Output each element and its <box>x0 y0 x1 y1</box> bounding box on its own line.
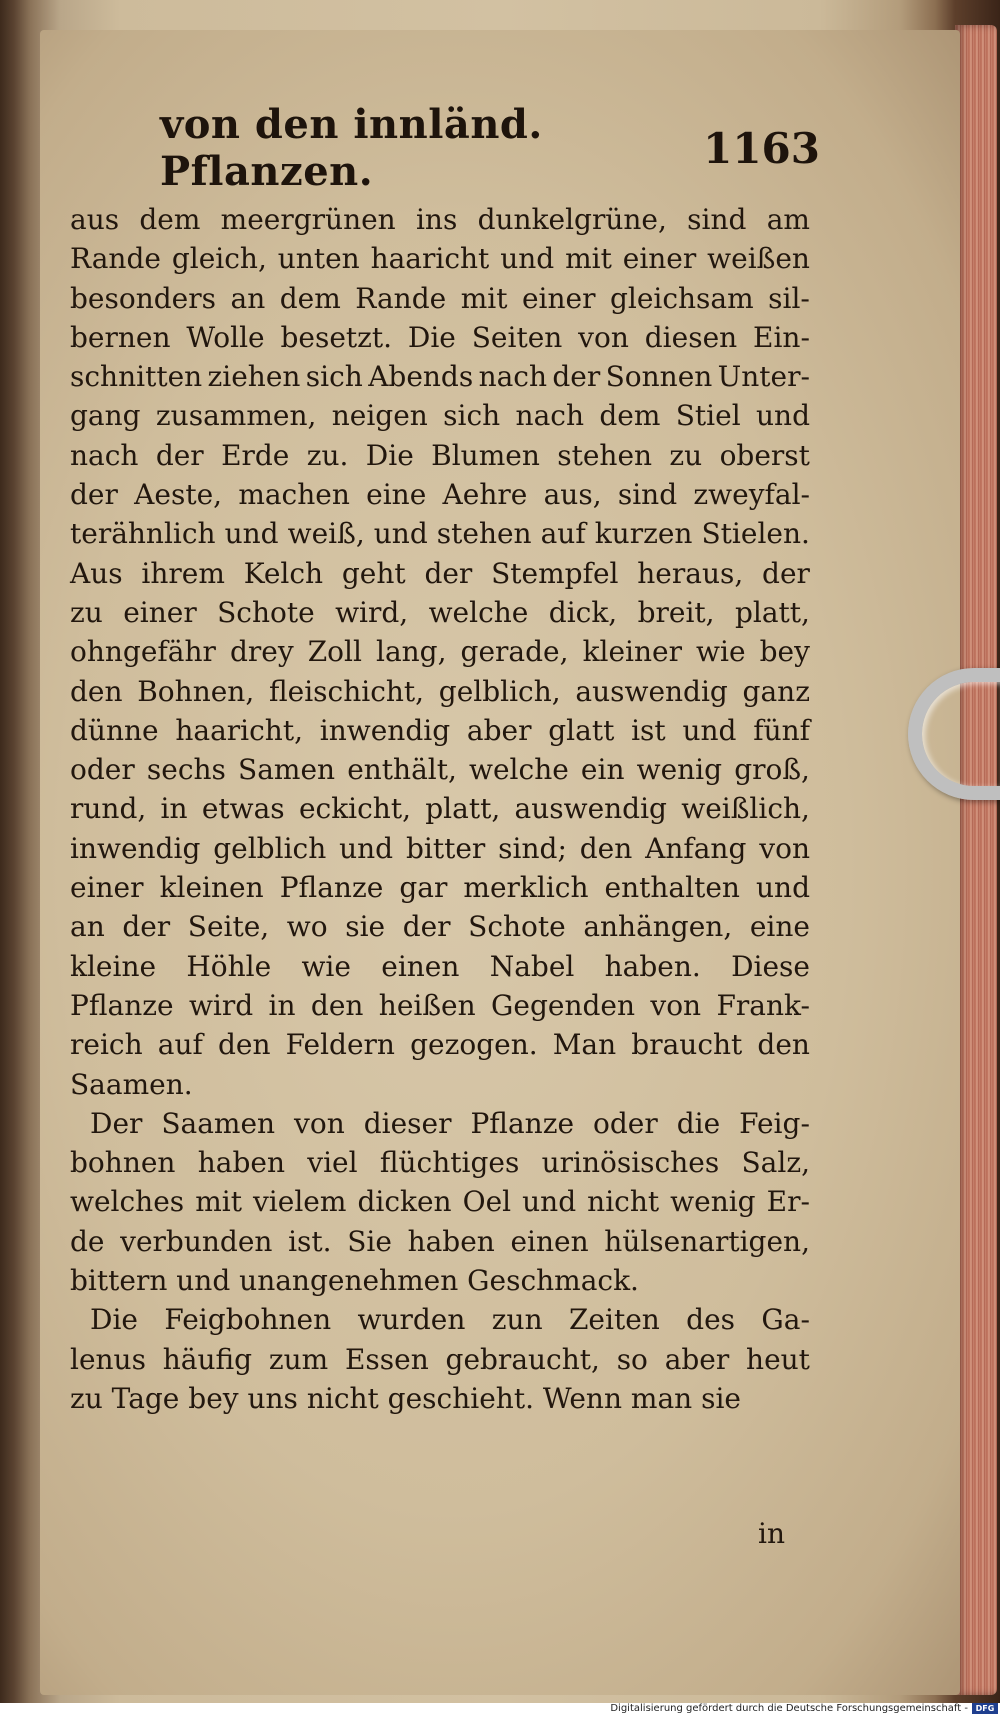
text-line: oder sechs Samen enthält, welche ein wenig groß, <box>70 753 810 787</box>
text-line: bittern und unangenehmen Geschmack. <box>70 1264 639 1298</box>
text-line: Aus ihrem Kelch geht der Stempfel heraus, der <box>70 556 810 590</box>
footer <box>0 1703 1000 1715</box>
text-line: lenus häufig zum Essen gebraucht, so aber heut <box>70 1342 810 1376</box>
text-line: zu einer Schote wird, welche dick, breit, platt, <box>70 595 810 629</box>
text-line: schnitten ziehen sich Abends nach der Sonnen Unter- <box>70 360 810 394</box>
text-line: Der Saamen von dieser Pflanze oder die Feig- <box>90 1106 810 1140</box>
text-line: besonders an dem Rande mit einer gleichsam sil- <box>70 281 810 315</box>
text-line: terähnlich und weiß, und stehen auf kurzen Stielen. <box>70 517 810 551</box>
text-line: gang zusammen, neigen sich nach dem Stiel und <box>70 399 810 433</box>
text-line: rund, in etwas eckicht, platt, auswendig weißlich, <box>70 792 810 826</box>
book-page-edges <box>955 25 997 1695</box>
catchword: in <box>758 1517 785 1550</box>
text-line: Die Feigbohnen wurden zun Zeiten des Ga- <box>90 1303 810 1337</box>
text-line: bohnen haben viel flüchtiges urinösisches Salz, <box>70 1146 810 1180</box>
text-line: bernen Wolle besetzt. Die Seiten von diesen Ein- <box>70 320 810 354</box>
text-line: reich auf den Feldern gezogen. Man braucht den <box>70 1028 810 1062</box>
text-line: Pflanze wird in den heißen Gegenden von Frank- <box>70 988 810 1022</box>
text-line: nach der Erde zu. Die Blumen stehen zu oberst <box>70 438 810 472</box>
text-line: Rande gleich, unten haaricht und mit einer weißen <box>70 242 810 276</box>
text-line: aus dem meergrünen ins dunkelgrüne, sind am <box>70 203 810 236</box>
footer-credit: Digitalisierung gefördert durch die Deutsche Forschungsgemeinschaft - <box>610 1703 968 1714</box>
text-line: inwendig gelblich und bitter sind; den Anfang von <box>70 831 810 865</box>
text-line: welches mit vielem dicken Oel und nicht wenig Er- <box>70 1185 810 1219</box>
text-line: an der Seite, wo sie der Schote anhängen, eine <box>70 910 810 944</box>
text-line: zu Tage bey uns nicht geschieht. Wenn man sie <box>70 1381 741 1415</box>
text-line: der Aeste, machen eine Aehre aus, sind zweyfal- <box>70 478 810 512</box>
text-line: den Bohnen, fleischicht, gelblich, auswendig ganz <box>70 674 810 708</box>
text-line: einer kleinen Pflanze gar merklich enthalten und <box>70 871 810 905</box>
text-line: ohngefähr drey Zoll lang, gerade, kleiner wie bey <box>70 635 810 669</box>
running-title: von den innländ. Pflanzen. <box>160 101 543 195</box>
body-text <box>70 200 810 1418</box>
dfg-logo: DFG <box>972 1703 998 1714</box>
running-header <box>160 101 820 195</box>
text-line: kleine Höhle wie einen Nabel haben. Diese <box>70 949 810 983</box>
text-line: de verbunden ist. Sie haben einen hülsenartigen, <box>70 1224 810 1258</box>
text-line: dünne haaricht, inwendig aber glatt ist und fünf <box>70 713 810 747</box>
text-line: Saamen. <box>70 1067 193 1101</box>
page-number: 1163 <box>703 123 820 173</box>
